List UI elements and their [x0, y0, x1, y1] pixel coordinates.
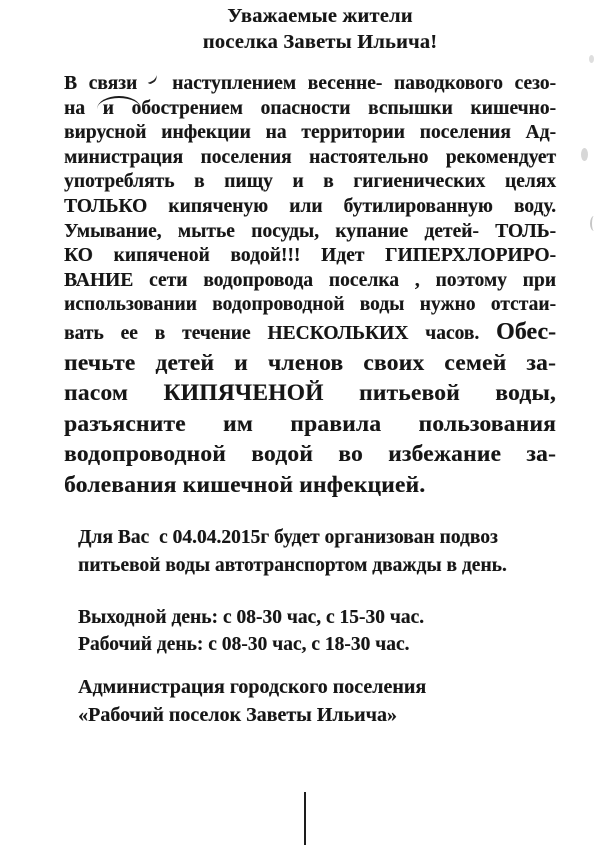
paragraph-line: КО кипяченой водой!!! Идет ГИПЕРХЛОРИРО-: [64, 245, 556, 267]
signature-line1: Администрация городского поселения: [78, 676, 427, 698]
scan-artifact-line: [304, 792, 306, 845]
paragraph-line: пасом КИПЯЧЕНОЙ питьевой воды,: [64, 380, 556, 407]
paragraph-line: ВАНИЕ сети водопровода поселка , поэтому при: [64, 269, 556, 291]
schedule-workday: Рабочий день: с 08-30 час, с 18-30 час.: [78, 634, 410, 655]
signature-line2: «Рабочий поселок Заветы Ильича»: [78, 704, 397, 726]
water-delivery-info: [78, 524, 562, 579]
paragraph-line: болевания кишечной инфекцией.: [64, 471, 426, 498]
notice-title-line2: поселка Заветы Ильича!: [202, 31, 438, 53]
notice-body-paragraph: [64, 72, 556, 500]
delivery-line2: питьевой воды автотранспортом дважды в день.: [78, 554, 507, 576]
paragraph-line: водопроводной водой во избежание за-: [64, 441, 556, 468]
paragraph-line: печьте детей и членов своих семей за-: [64, 349, 556, 376]
delivery-line1: Для Вас с 04.04.2015г будет организован подвоз: [78, 527, 498, 548]
paragraph-line: использовании водопроводной воды нужно отстаи-: [64, 294, 556, 316]
paragraph-line: Умывание, мытье посуды, купание детей- ТОЛЬ-: [64, 220, 556, 242]
scan-smudge: [581, 148, 588, 161]
paragraph-line: ТОЛЬКО кипяченую или бутилированную воду.: [64, 195, 556, 217]
paragraph-line: министрация поселения настоятельно рекомендует: [64, 146, 556, 168]
mixed-line-small-text: вать ее в течение НЕСКОЛЬКИХ часов.: [64, 322, 497, 344]
paragraph-line: вирусной инфекции на территории поселения Ад-: [64, 122, 556, 144]
paragraph-line: В связи наступлением весенне- паводкового сезо-: [64, 73, 556, 94]
delivery-schedule: [78, 604, 562, 658]
scan-smudge: [589, 55, 594, 63]
paragraph-line: на и обострением опасности вспышки кишечно-: [64, 97, 556, 119]
administration-signature: [78, 673, 562, 729]
paragraph-line: употреблять в пищу и в гигиенических целях: [64, 171, 556, 193]
scan-smudge: [590, 216, 598, 231]
mixed-line-big-text: Обес-: [496, 318, 556, 345]
schedule-weekend: Выходной день: с 08-30 час, с 15-30 час.: [78, 607, 425, 628]
notice-title: [70, 3, 570, 55]
notice-title-line1: Уважаемые жители: [227, 5, 413, 27]
paragraph-line-mixed-size: [64, 318, 556, 348]
paragraph-line: разъясните им правила пользования: [64, 410, 556, 437]
